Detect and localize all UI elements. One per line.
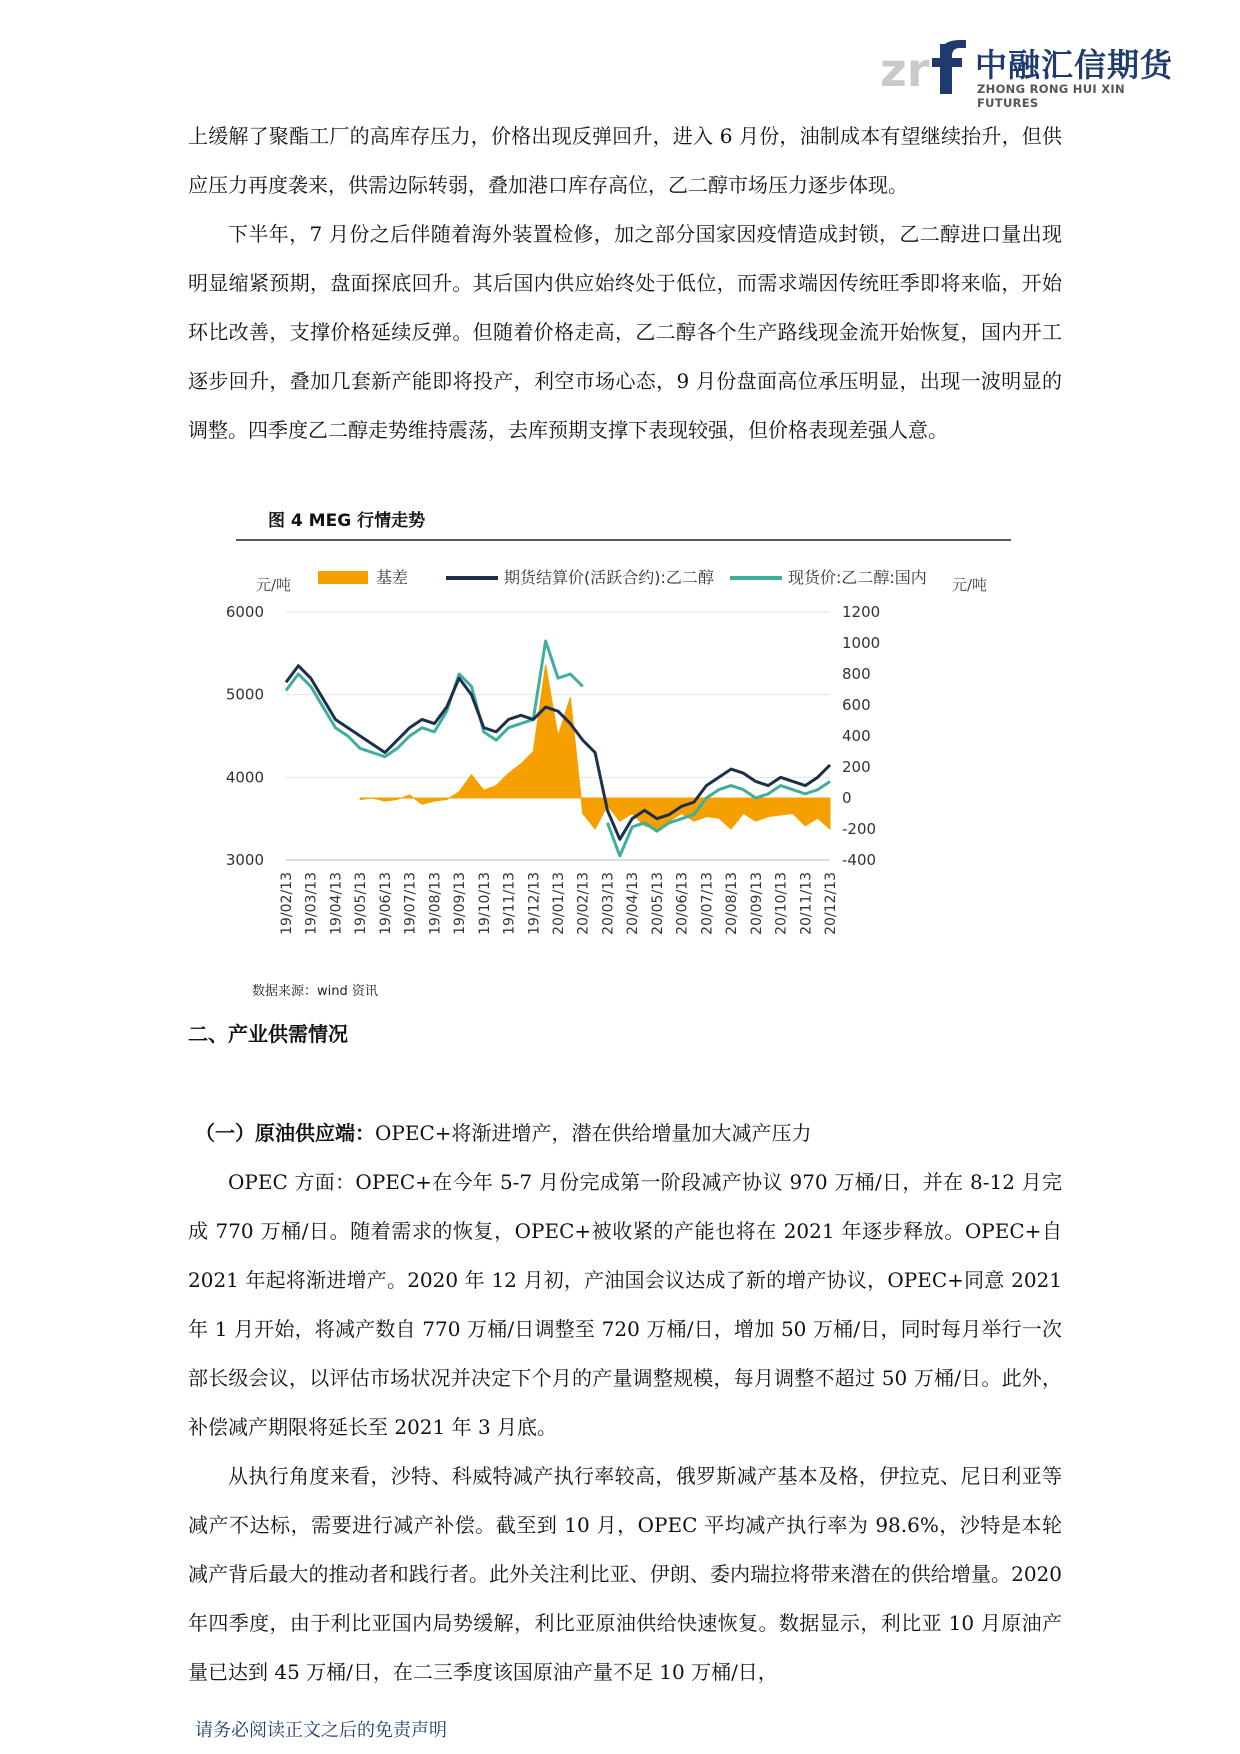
left-tick-2: 4000 xyxy=(225,768,264,787)
x-tick-17: 20/07/13 xyxy=(699,872,716,935)
svg-text:zr: zr xyxy=(880,43,930,97)
x-tick-12: 20/02/13 xyxy=(575,872,592,935)
x-tick-20: 20/10/13 xyxy=(773,872,790,935)
chart-plot-area xyxy=(226,603,880,935)
left-tick-0: 6000 xyxy=(225,603,264,621)
x-tick-19: 20/09/13 xyxy=(748,872,765,935)
subsection-heading-bold: （一）原油供应端： xyxy=(195,1121,375,1145)
series-basis-area xyxy=(360,665,830,829)
legend-label-futures: 期货结算价(活跃合约):乙二醇 xyxy=(504,568,714,587)
meg-chart xyxy=(225,532,1026,972)
left-axis-unit: 元/吨 xyxy=(256,576,292,594)
x-tick-9: 19/11/13 xyxy=(501,872,518,935)
x-tick-7: 19/09/13 xyxy=(452,872,469,935)
right-tick-0: 1200 xyxy=(842,603,881,621)
legend-label-spot: 现货价:乙二醇:国内 xyxy=(788,568,927,587)
x-tick-21: 20/11/13 xyxy=(798,872,815,935)
right-tick-6: 0 xyxy=(842,789,852,807)
x-tick-8: 19/10/13 xyxy=(476,872,493,935)
zrf-logo-mark xyxy=(880,36,970,96)
section-heading: 二、产业供需情况 xyxy=(188,1022,348,1046)
x-tick-4: 19/06/13 xyxy=(377,872,394,935)
figure-source: 数据来源：wind 资讯 xyxy=(252,984,378,999)
x-tick-22: 20/12/13 xyxy=(823,872,839,935)
paragraph-2: 下半年，7 月份之后伴随着海外装置检修，加之部分国家因疫情造成封锁，乙二醇进口量出现明显缩紧预期，盘面探底回升。其后国内供应始终处于低位，而需求端因传统旺季即将来临，开始环比改善，支撑价格延续反弹。但随着价格走高，乙二醇各个生产路线现金流开始恢复，国内开工逐步回升，叠加几套新产能即将投产，利空市场心态，9 月份盘面高位承压明显，出现一波明显的调整。四季度乙二醇走势维持震荡，去库预期支撑下表现较强，但价格表现差强人意。 xyxy=(188,222,1062,442)
paragraph-4: 从执行角度来看，沙特、科威特减产执行率较高，俄罗斯减产基本及格，伊拉克、尼日利亚等减产不达标，需要进行减产补偿。截至到 10 月，OPEC 平均减产执行率为 98.6%，沙特是本轮减产背后最大的推动者和践行者。此外关注利比亚、伊朗、委内瑞拉将带来潜在的供给增量。2020 年四季度，由于利比亚国内局势缓解，利比亚原油供给快速恢复。数据显示，利比亚 10 月原油产量已达到 45 万桶/日，在二三季度该国原油产量不足 10 万桶/日， xyxy=(188,1464,1062,1684)
x-tick-18: 20/08/13 xyxy=(724,872,741,935)
x-tick-11: 20/01/13 xyxy=(551,872,567,935)
right-tick-1: 1000 xyxy=(842,634,881,652)
x-tick-6: 19/08/13 xyxy=(427,872,444,935)
legend-swatch-basis xyxy=(318,571,368,584)
right-axis-unit: 元/吨 xyxy=(952,576,988,594)
right-tick-5: 200 xyxy=(842,758,871,776)
company-name-cn: 中融汇信期货 xyxy=(975,46,1174,84)
x-tick-13: 20/03/13 xyxy=(600,872,617,935)
chart-legend xyxy=(318,568,927,587)
x-tick-16: 20/06/13 xyxy=(674,872,691,935)
right-tick-4: 400 xyxy=(842,727,871,745)
paragraph-3: OPEC 方面：OPEC+在今年 5-7 月份完成第一阶段减产协议 970 万桶/日，并在 8-12 月完成 770 万桶/日。随着需求的恢复，OPEC+被收紧的产能也将在 2021 年逐步释放。OPEC+自 2021 年起将渐进增产。2020 年 12 月初，产油国会议达成了新的增产协议，OPEC+同意 2021 年 1 月开始，将减产数自 770 万桶/日调整至 720 万桶/日，增加 50 万桶/日，同时每月举行一次部长级会议，以评估市场状况并决定下个月的产量调整规模，每月调整不超过 50 万桶/日。此外，补偿减产期限将延长至 2021 年 3 月底。 xyxy=(188,1170,1062,1439)
right-tick-7: -200 xyxy=(842,820,877,838)
legend-label-basis: 基差 xyxy=(376,568,409,587)
x-tick-2: 19/04/13 xyxy=(328,872,345,935)
right-tick-8: -400 xyxy=(842,851,877,869)
x-tick-3: 19/05/13 xyxy=(353,872,370,935)
x-tick-14: 20/04/13 xyxy=(625,872,642,935)
x-tick-10: 19/12/13 xyxy=(526,872,543,935)
x-tick-5: 19/07/13 xyxy=(402,872,419,935)
disclaimer-footer: 请务必阅读正文之后的免责声明 xyxy=(195,1720,447,1741)
right-tick-2: 800 xyxy=(842,665,871,683)
x-tick-15: 20/05/13 xyxy=(649,872,666,935)
company-logo xyxy=(880,30,1180,110)
subsection-heading xyxy=(195,1117,812,1146)
subsection-heading-rest: OPEC+将渐进增产，潜在供给增量加大减产压力 xyxy=(375,1121,812,1145)
left-tick-3: 3000 xyxy=(225,851,264,869)
x-tick-1: 19/03/13 xyxy=(303,872,320,935)
figure-title: 图 4 MEG 行情走势 xyxy=(268,511,426,531)
right-tick-3: 600 xyxy=(842,696,871,714)
company-name-en: ZHONG RONG HUI XIN FUTURES xyxy=(977,82,1125,110)
x-tick-0: 19/02/13 xyxy=(279,872,295,935)
left-tick-1: 5000 xyxy=(225,685,264,704)
paragraph-1: 上缓解了聚酯工厂的高库存压力，价格出现反弹回升，进入 6 月份，油制成本有望继续抬升，但供应压力再度袭来，供需边际转弱，叠加港口库存高位，乙二醇市场压力逐步体现。 xyxy=(188,124,1062,197)
